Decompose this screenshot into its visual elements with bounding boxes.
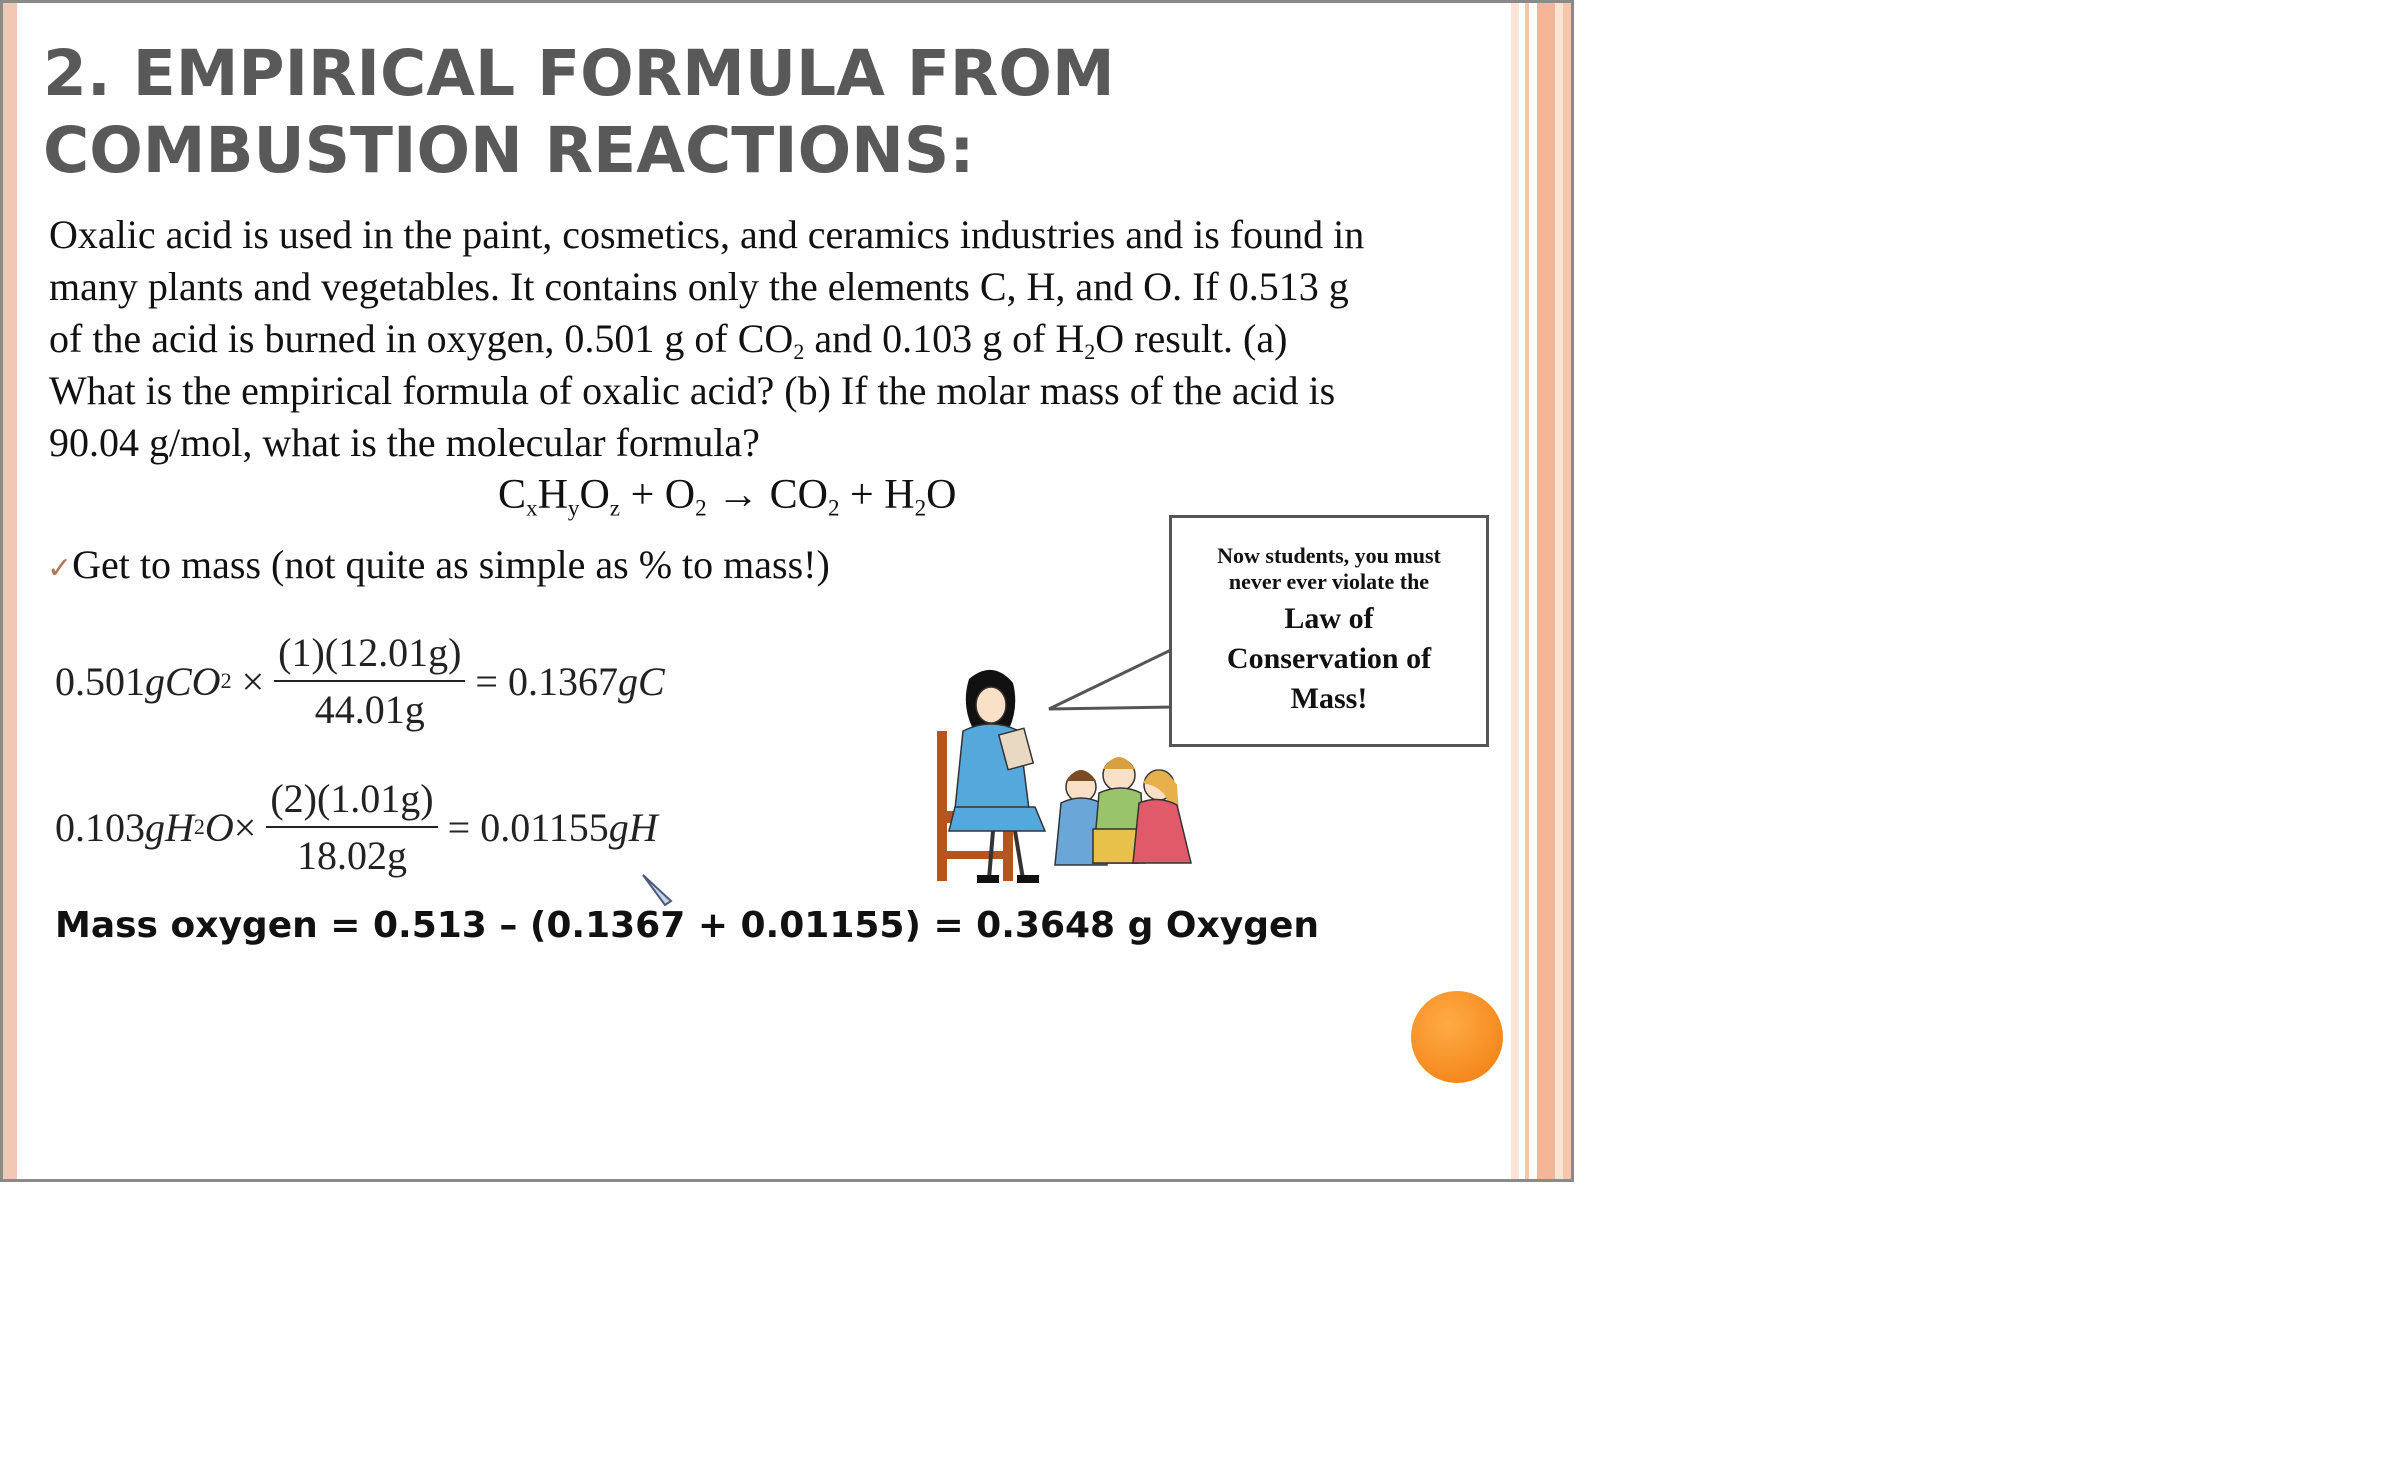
hydrogen-conversion-fraction	[266, 775, 437, 879]
left-decorative-band	[3, 3, 17, 1179]
bubble-small-text	[1217, 543, 1441, 595]
combustion-reaction-equation	[498, 471, 956, 519]
times-sign: ×	[231, 658, 265, 704]
fraction-denominator: 18.02g	[296, 833, 407, 878]
product-carbon-dioxide: CO	[769, 472, 828, 518]
fraction-denominator: 44.01g	[314, 687, 425, 732]
title-line-1: 2. EMPIRICAL FORMULA FROM	[43, 37, 1115, 110]
bubble-line-2: never ever violate the	[1228, 569, 1430, 594]
product-water-h: H	[884, 472, 915, 518]
h2o-subscript: 2	[1084, 339, 1096, 365]
problem-line-3-part-c: O result. (a)	[1095, 316, 1288, 361]
hydrogen-mass-equation: 0.103 gH 2 O × $\frac{(2)(1.01g)}{18.02g}$ = 0.01155 gH	[55, 776, 658, 878]
oxygen-subscript: 2	[695, 494, 707, 521]
co2-mass-unit: gCO	[145, 658, 221, 704]
speech-bubble	[1169, 515, 1489, 747]
oxygen-molecule: O	[664, 472, 696, 518]
bubble-line-4: Conservation of	[1226, 642, 1432, 675]
product-water-o: O	[926, 472, 957, 518]
checkmark-icon: ✓	[47, 552, 73, 585]
times-sign: ×	[233, 804, 257, 850]
pen-cursor-icon	[639, 871, 679, 911]
problem-line-3-part-b: and 0.103 g of H	[804, 316, 1085, 361]
reactant-oxygen: O	[579, 472, 610, 518]
carbon-conversion-fraction	[274, 629, 465, 733]
reactant-carbon: C	[498, 472, 527, 518]
equals-sign: =	[447, 804, 481, 850]
plus-sign: +	[839, 472, 885, 518]
co2-subscript: 2	[793, 339, 805, 365]
co2-mass-value: 0.501	[55, 658, 145, 704]
orange-circle-icon	[1411, 991, 1503, 1083]
carbon-mass-unit: gC	[617, 658, 665, 704]
slide-title	[43, 35, 1443, 189]
title-line-2: COMBUSTION REACTIONS:	[43, 114, 975, 187]
problem-line-5: 90.04 g/mol, what is the molecular formula?	[49, 420, 760, 465]
problem-line-3	[49, 313, 1509, 365]
subscript-z: z	[609, 494, 621, 521]
reaction-arrow-icon: →	[706, 472, 770, 518]
bubble-line-1: Now students, you must	[1217, 543, 1441, 568]
water-subscript: 2	[914, 494, 927, 521]
problem-statement	[49, 209, 1509, 469]
oxygen-mass-calculation: Mass oxygen = 0.513 – (0.1367 + 0.01155) = 0.3648 g Oxygen	[55, 905, 1320, 946]
carbon-mass-result: 0.1367	[507, 658, 618, 704]
reactant-hydrogen: H	[537, 472, 568, 518]
h2o-mass-unit: gH	[145, 804, 194, 850]
subscript-y: y	[567, 494, 580, 521]
teacher-with-students-illustration	[933, 661, 1203, 891]
right-decorative-bands	[1511, 3, 1574, 1179]
hydrogen-mass-result: 0.01155	[480, 804, 609, 850]
bubble-line-5: Mass!	[1290, 682, 1368, 715]
equals-sign: =	[475, 658, 508, 704]
h2o-mass-value: 0.103	[55, 804, 145, 850]
plus-sign: +	[620, 472, 665, 518]
step-label: Get to mass (not quite as simple as % to mass!)	[72, 542, 830, 587]
subscript-x: x	[526, 494, 538, 521]
bubble-line-3: Law of	[1284, 602, 1374, 635]
carbon-mass-equation: 0.501 gCO 2 × $\frac{(1)(12.01g)}{44.01g}$ = 0.1367 gC	[55, 630, 665, 732]
co2-product-subscript: 2	[828, 494, 840, 521]
fraction-numerator: (1)(12.01g)	[274, 629, 465, 682]
step-instruction	[47, 541, 830, 588]
problem-line-4: What is the empirical formula of oxalic acid? (b) If the molar mass of the acid is	[49, 368, 1336, 413]
problem-line-1: Oxalic acid is used in the paint, cosmetics, and ceramics industries and is found in	[49, 212, 1365, 257]
hydrogen-mass-unit: gH	[608, 804, 658, 850]
problem-line-2: many plants and vegetables. It contains only the elements C, H, and O. If 0.513 g	[49, 264, 1349, 309]
fraction-numerator: (2)(1.01g)	[266, 775, 437, 828]
h2o-mass-unit-oxygen: O	[204, 804, 234, 850]
problem-line-3-part-a: of the acid is burned in oxygen, 0.501 g of CO	[49, 316, 794, 361]
bubble-large-text	[1227, 599, 1431, 719]
